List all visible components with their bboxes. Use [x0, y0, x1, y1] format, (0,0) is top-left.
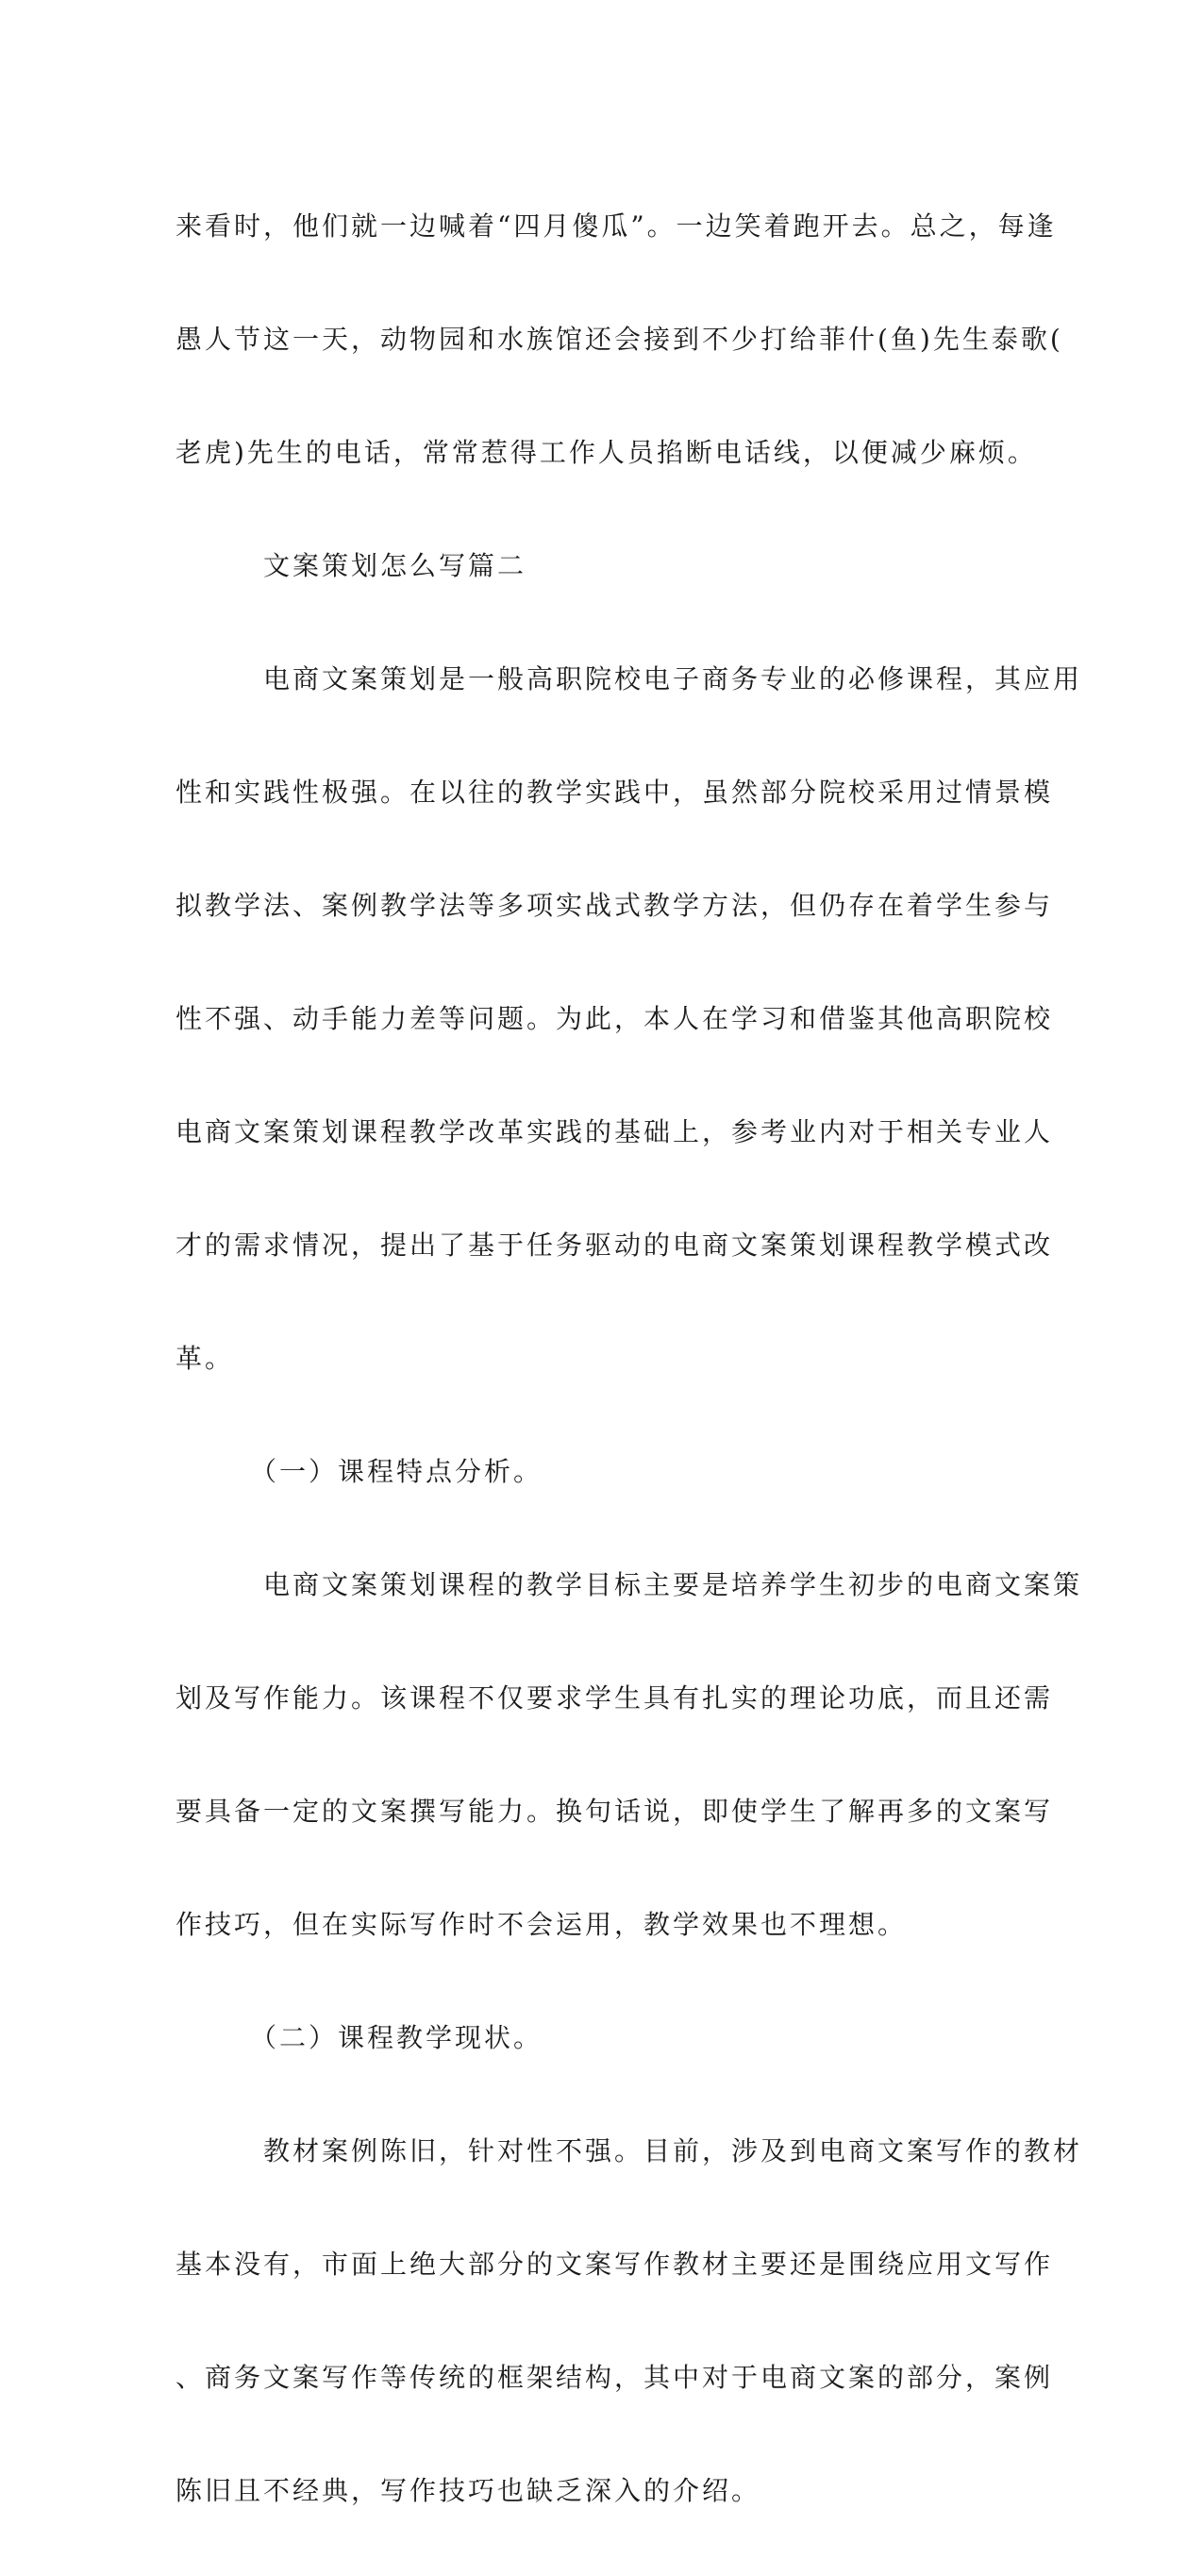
text-line: 划及写作能力。该课程不仅要求学生具有扎实的理论功底，而且还需	[175, 1682, 1054, 1714]
body-text	[175, 142, 1083, 2576]
text-line: 老虎)先生的电话，常常惹得工作人员掐断电话线，以便减少麻烦。	[175, 437, 1037, 468]
text-line: 来看时，他们就一边喊着“四月傻瓜”。一边笑着跑开去。总之，每逢	[175, 210, 1057, 242]
subsection-heading: （二）课程教学现状。	[175, 2022, 543, 2053]
text-line: 要具备一定的文案撰写能力。换句话说，即使学生了解再多的文案写	[175, 1796, 1054, 1827]
text-line: 愚人节这一天，动物园和水族馆还会接到不少打给菲什(鱼)先生泰歌(	[175, 324, 1063, 355]
text-line: 基本没有，市面上绝大部分的文案写作教材主要还是围绕应用文写作	[175, 2249, 1054, 2280]
text-line: 电商文案策划课程教学改革实践的基础上，参考业内对于相关专业人	[175, 1116, 1054, 1147]
text-line: 性不强、动手能力差等问题。为此，本人在学习和借鉴其他高职院校	[175, 1003, 1054, 1034]
text-line: 才的需求情况，提出了基于任务驱动的电商文案策划课程教学模式改	[175, 1229, 1054, 1261]
text-line: 教材案例陈旧，针对性不强。目前，涉及到电商文案写作的教材	[175, 2135, 1083, 2166]
subsection-heading: （一）课程特点分析。	[175, 1456, 543, 1487]
text-line: 拟教学法、案例教学法等多项实战式教学方法，但仍存在着学生参与	[175, 890, 1054, 921]
text-line: 陈旧且不经典，写作技巧也缺乏深入的介绍。	[175, 2475, 761, 2506]
text-line: 、商务文案写作等传统的框架结构，其中对于电商文案的部分，案例	[175, 2362, 1054, 2393]
text-line: 电商文案策划是一般高职院校电子商务专业的必修课程，其应用	[175, 663, 1083, 694]
text-line: 电商文案策划课程的教学目标主要是培养学生初步的电商文案策	[175, 1569, 1083, 1600]
text-line: 作技巧，但在实际写作时不会运用，教学效果也不理想。	[175, 1909, 908, 1940]
section-heading: 文案策划怎么写篇二	[175, 550, 527, 581]
text-line: 性和实践性极强。在以往的教学实践中，虽然部分院校采用过情景模	[175, 777, 1054, 808]
text-line: 革。	[175, 1343, 235, 1374]
